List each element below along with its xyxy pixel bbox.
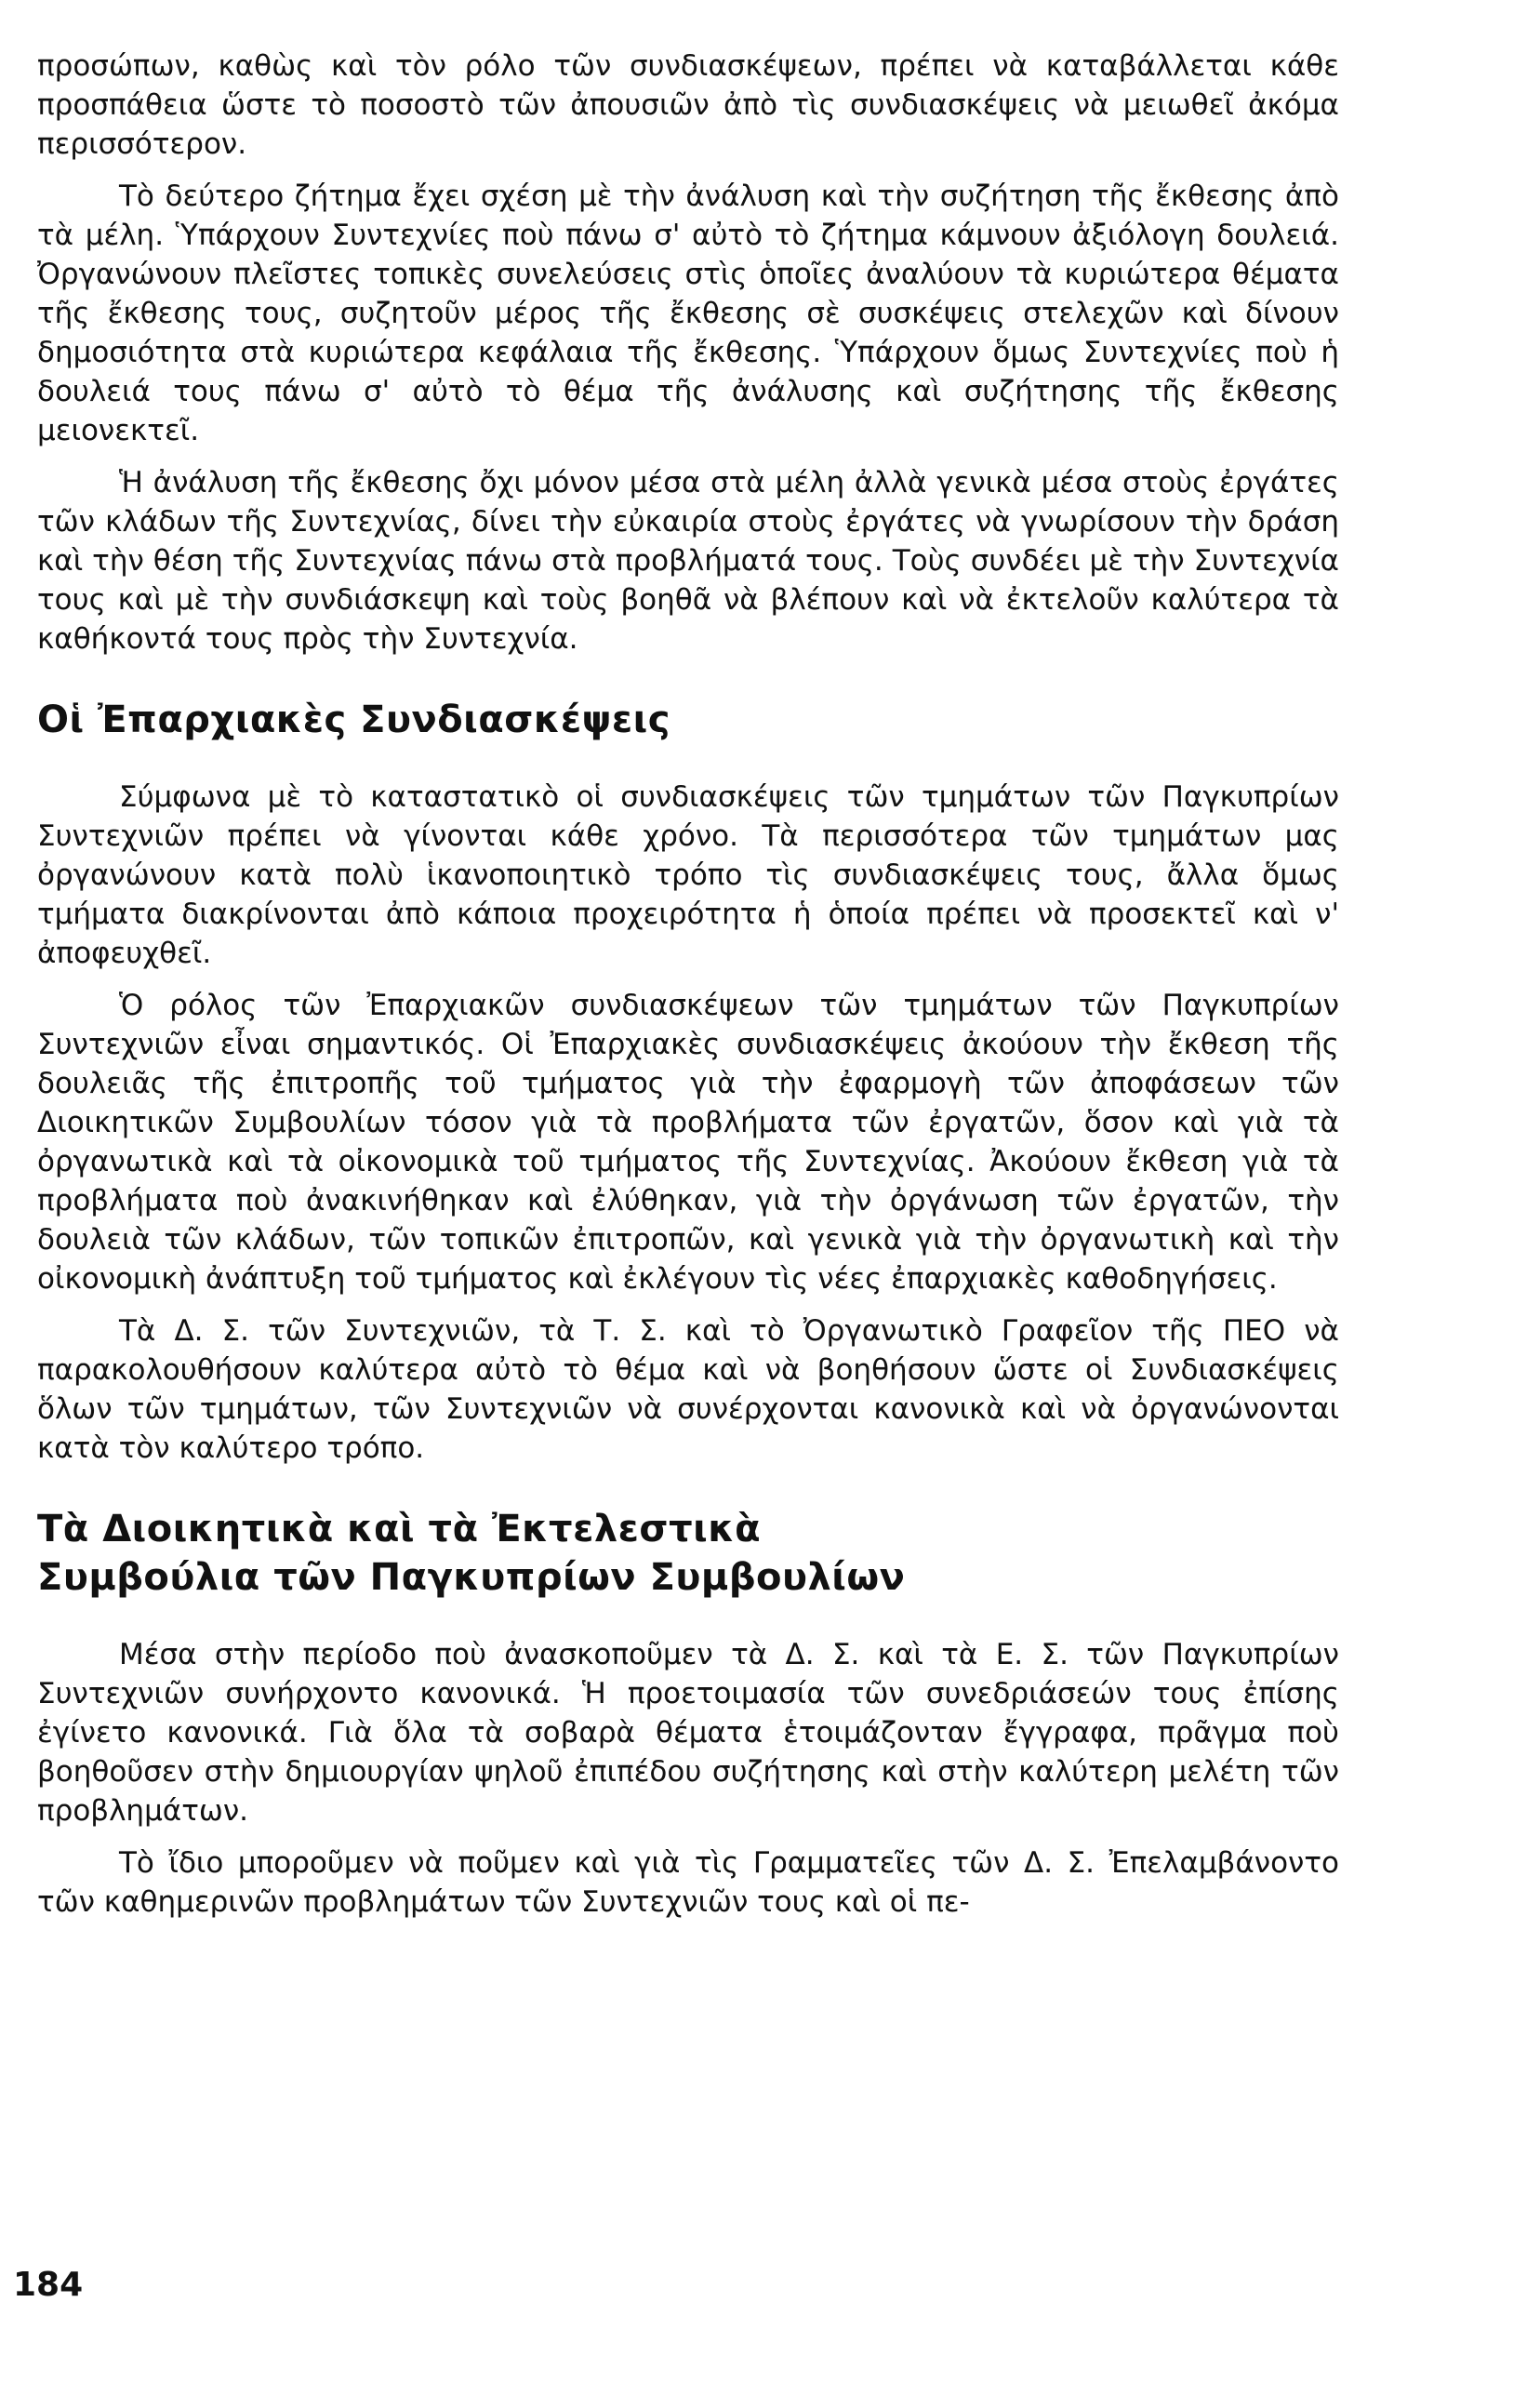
paragraph: Ἡ ἀνάλυση τῆς ἔκθεσης ὄχι μόνον μέσα στὰ μέλη ἀλλὰ γενικὰ μέσα στοὺς ἐργάτες τῶν κλάδων τῆς Συντεχνίας, δίνει τὴν εὐκαιρία στοὺς ἐργάτες νὰ γνωρίσουν τὴν δράση καὶ τὴν θέση τῆς Συντεχνίας πάνω στὰ προβλήματά τους. Τοὺς συνδέει μὲ τὴν Συντεχνία τους καὶ μὲ τὴν συνδιάσκεψη καὶ τοὺς βοηθᾶ νὰ βλέπουν καὶ νὰ ἐκτελοῦν καλύτερα τὰ καθήκοντά τους πρὸς τὴν Συντεχνία. [37,466,1339,656]
section-heading-text: Οἱ Ἐπαρχιακὲς Συνδιασκέψεις [37,699,670,741]
section-heading [37,696,1339,744]
section-heading [37,1505,1339,1602]
paragraph: Μέσα στὴν περίοδο ποὺ ἀνασκοποῦμεν τὰ Δ. Σ. καὶ τὰ Ε. Σ. τῶν Παγκυπρίων Συντεχνιῶν συνήρχοντο κανονικά. Ἡ προετοιμασία τῶν συνεδριάσεών τους ἐπίσης ἐγίνετο κανονικά. Γιὰ ὅλα τὰ σοβαρὰ θέματα ἑτοιμάζονταν ἔγγραφα, πρᾶγμα ποὺ βοηθοῦσεν στὴν δημιουργίαν ψηλοῦ ἐπιπέδου συζήτησης καὶ στὴν καλύτερη μελέτη τῶν προβλημάτων. [37,1638,1339,1828]
page-number: 184 [13,2266,84,2304]
text-column [37,47,1339,1935]
paragraph: Τὸ ἴδιο μποροῦμεν νὰ ποῦμεν καὶ γιὰ τὶς Γραμματεῖες τῶν Δ. Σ. Ἐπελαμβάνοντο τῶν καθημερινῶν προβλημάτων τῶν Συντεχνιῶν τους καὶ οἱ πε- [37,1846,1339,1919]
section-heading-line-2: Συμβούλια τῶν Παγκυπρίων Συμβουλίων [37,1556,906,1599]
paragraph: Σύμφωνα μὲ τὸ καταστατικὸ οἱ συνδιασκέψεις τῶν τμημάτων τῶν Παγκυπρίων Συντεχνιῶν πρέπει νὰ γίνονται κάθε χρόνο. Τὰ περισσότερα τῶν τμημάτων μας ὀργανώνουν κατὰ πολὺ ἱκανοποιητικὸ τρόπο τὶς συνδιασκέψεις τους, ἄλλα ὅμως τμήματα διακρίνονται ἀπὸ κάποια προχειρότητα ἡ ὁποία πρέπει νὰ προσεκτεῖ καὶ ν' ἀποφευχθεῖ. [37,780,1339,970]
paragraph: Τὸ δεύτερο ζήτημα ἔχει σχέση μὲ τὴν ἀνάλυση καὶ τὴν συζήτηση τῆς ἔκθεσης ἀπὸ τὰ μέλη. Ὑπάρχουν Συντεχνίες ποὺ πάνω σ' αὐτὸ τὸ ζήτημα κάμνουν ἀξιόλογη δουλειά. Ὀργανώνουν πλεῖστες τοπικὲς συνελεύσεις στὶς ὁποῖες ἀναλύουν τὰ κυριώτερα θέματα τῆς ἔκθεσης τους, συζητοῦν μέρος τῆς ἔκθεσης σὲ συσκέψεις στελεχῶν καὶ δίνουν δημοσιότητα στὰ κυριώτερα κεφάλαια τῆς ἔκθεσης. Ὑπάρχουν ὅμως Συντεχνίες ποὺ ἡ δουλειά τους πάνω σ' αὐτὸ τὸ θέμα τῆς ἀνάλυσης καὶ συζήτησης τῆς ἔκθεσης μειονεκτεῖ. [37,180,1339,447]
paragraph: Τὰ Δ. Σ. τῶν Συντεχνιῶν, τὰ Τ. Σ. καὶ τὸ Ὀργανωτικὸ Γραφεῖον τῆς ΠΕΟ νὰ παρακολουθήσουν καλύτερα αὐτὸ τὸ θέμα καὶ νὰ βοηθήσουν ὥστε οἱ Συνδιασκέψεις ὅλων τῶν τμημάτων, τῶν Συντεχνιῶν νὰ συνέρχονται κανονικὰ καὶ νὰ ὀργανώνονται κατὰ τὸν καλύτερο τρόπο. [37,1314,1339,1465]
paragraph: προσώπων, καθὼς καὶ τὸν ρόλο τῶν συνδιασκέψεων, πρέπει νὰ καταβάλλεται κάθε προσπάθεια ὥστε τὸ ποσοστὸ τῶν ἀπουσιῶν ἀπὸ τὶς συνδιασκέψεις νὰ μειωθεῖ ἀκόμα περισσότερον. [37,49,1339,161]
section-heading-line-1: Τὰ Διοικητικὰ καὶ τὰ Ἐκτελεστικὰ [37,1508,762,1550]
paragraph: Ὁ ρόλος τῶν Ἐπαρχιακῶν συνδιασκέψεων τῶν τμημάτων τῶν Παγκυπρίων Συντεχνιῶν εἶναι σημαντικός. Οἱ Ἐπαρχιακὲς συνδιασκέψεις ἀκούουν τὴν ἔκθεση τῆς δουλειᾶς τῆς ἐπιτροπῆς τοῦ τμήματος γιὰ τὴν ἐφαρμογὴ τῶν ἀποφάσεων τῶν Διοικητικῶν Συμβουλίων τόσον γιὰ τὰ προβλήματα τῶν ἐργατῶν, ὅσον καὶ γιὰ τὰ ὀργανωτικὰ καὶ τὰ οἰκονομικὰ τοῦ τμήματος τῆς Συντεχνίας. Ἀκούουν ἔκθεση γιὰ τὰ προβλήματα ποὺ ἀνακινήθηκαν καὶ ἐλύθηκαν, γιὰ τὴν ὀργάνωση τῶν ἐργατῶν, τὴν δουλειὰ τῶν κλάδων, τῶν τοπικῶν ἐπιτροπῶν, καὶ γενικὰ γιὰ τὴν ὀργανωτικὴ καὶ τὴν οἰκονομικὴ ἀνάπτυξη τοῦ τμήματος καὶ ἐκλέγουν τὶς νέες ἐπαρχιακὲς καθοδηγήσεις. [37,989,1339,1296]
